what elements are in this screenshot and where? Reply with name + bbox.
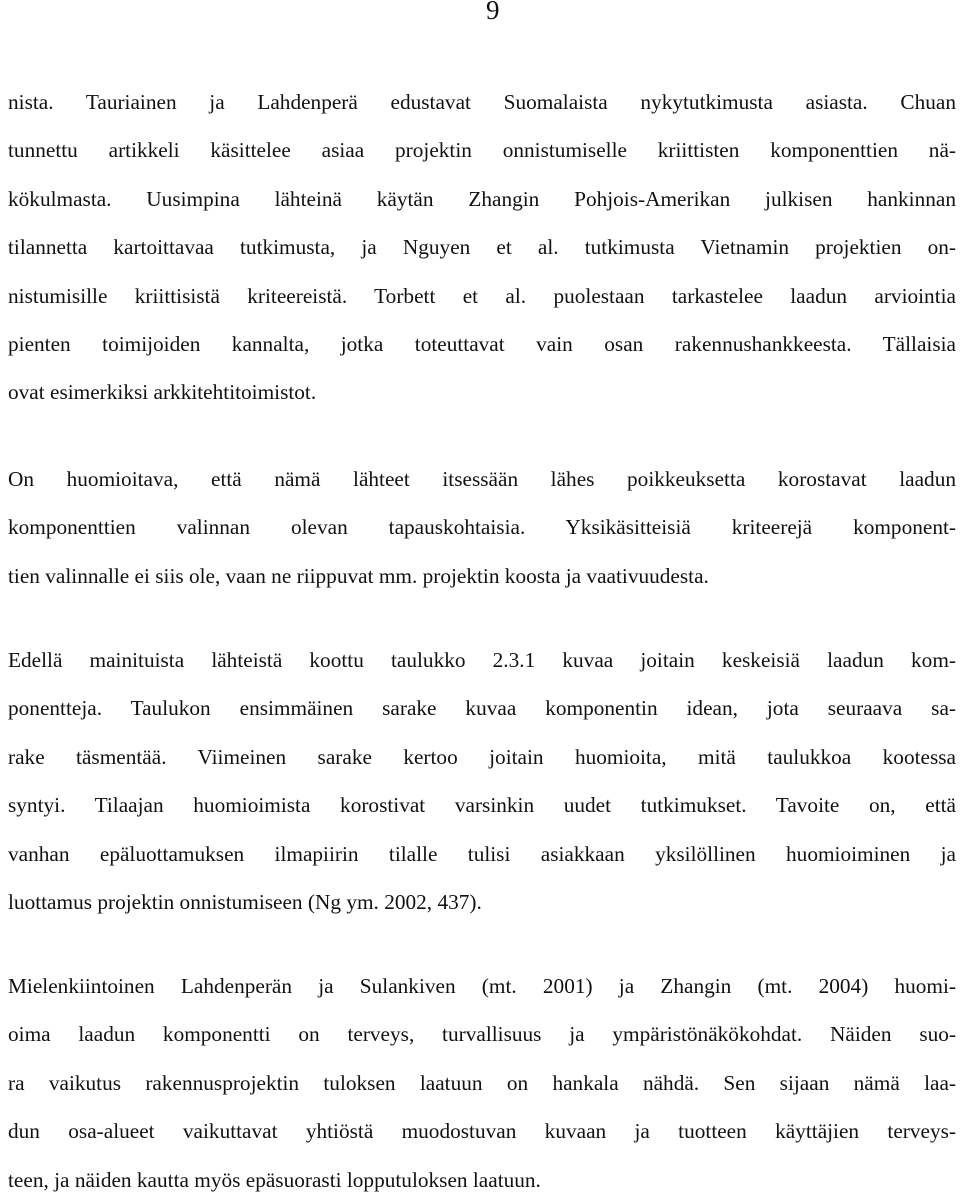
paragraph-1	[8, 78, 956, 417]
text-line: nistumisille kriittisistä kriteereistä. Torbett et al. puolestaan tarkastelee laadun arviointia	[8, 283, 956, 308]
text-line: Mielenkiintoinen Lahdenperän ja Sulankiven (mt. 2001) ja Zhangin (mt. 2004) huomi-	[8, 974, 956, 998]
text-line: ra vaikutus rakennusprojektin tuloksen laatuun on hankala nähdä. Sen sijaan nämä laa-	[8, 1070, 956, 1095]
text-line: syntyi. Tilaajan huomioimista korostivat varsinkin uudet tutkimukset. Tavoite on, että	[8, 793, 956, 818]
text-line: pienten toimijoiden kannalta, jotka toteuttavat vain osan rakennushankkeesta. Tällaisia	[8, 331, 956, 356]
text-line: vanhan epäluottamuksen ilmapiirin tilalle tulisi asiakkaan yksilöllinen huomioiminen ja	[8, 841, 956, 866]
text-line: tilannetta kartoittavaa tutkimusta, ja Nguyen et al. tutkimusta Vietnamin projektien on-	[8, 235, 956, 260]
text-line: teen, ja näiden kautta myös epäsuorasti lopputuloksen laatuun.	[8, 1167, 541, 1192]
text-line: rake täsmentää. Viimeinen sarake kertoo joitain huomioita, mitä taulukkoa kootessa	[8, 744, 956, 769]
paragraph-3	[8, 636, 956, 926]
text-line: tien valinnalle ei siis ole, vaan ne riippuvat mm. projektin koosta ja vaativuudesta.	[8, 563, 709, 588]
text-line: On huomioitava, että nämä lähteet itsessään lähes poikkeuksetta korostavat laadun	[8, 467, 956, 491]
text-line: dun osa-alueet vaikuttavat yhtiöstä muodostuvan kuvaan ja tuotteen käyttäjien terveys-	[8, 1119, 956, 1144]
paragraph-4	[8, 962, 956, 1204]
text-line: ponentteja. Taulukon ensimmäinen sarake kuvaa komponentin idean, jota seuraava sa-	[8, 696, 956, 721]
text-line: oima laadun komponentti on terveys, turvallisuus ja ympäristönäkökohdat. Näiden suo-	[8, 1022, 956, 1047]
text-line: nista. Tauriainen ja Lahdenperä edustavat Suomalaista nykytutkimusta asiasta. Chuan	[8, 90, 956, 114]
text-line: tunnettu artikkeli käsittelee asiaa projektin onnistumiselle kriittisten komponenttien nä-	[8, 138, 956, 163]
paragraph-2	[8, 455, 956, 600]
text-line: luottamus projektin onnistumiseen (Ng ym. 2002, 437).	[8, 889, 482, 914]
text-line: ovat esimerkiksi arkkitehtitoimistot.	[8, 380, 317, 405]
page-number: 9	[486, 0, 500, 25]
text-line: Edellä mainituista lähteistä koottu taulukko 2.3.1 kuvaa joitain keskeisiä laadun kom-	[8, 648, 956, 672]
text-line: komponenttien valinnan olevan tapauskohtaisia. Yksikäsitteisiä kriteerejä komponent-	[8, 515, 956, 540]
text-line: kökulmasta. Uusimpina lähteinä käytän Zhangin Pohjois-Amerikan julkisen hankinnan	[8, 186, 956, 211]
